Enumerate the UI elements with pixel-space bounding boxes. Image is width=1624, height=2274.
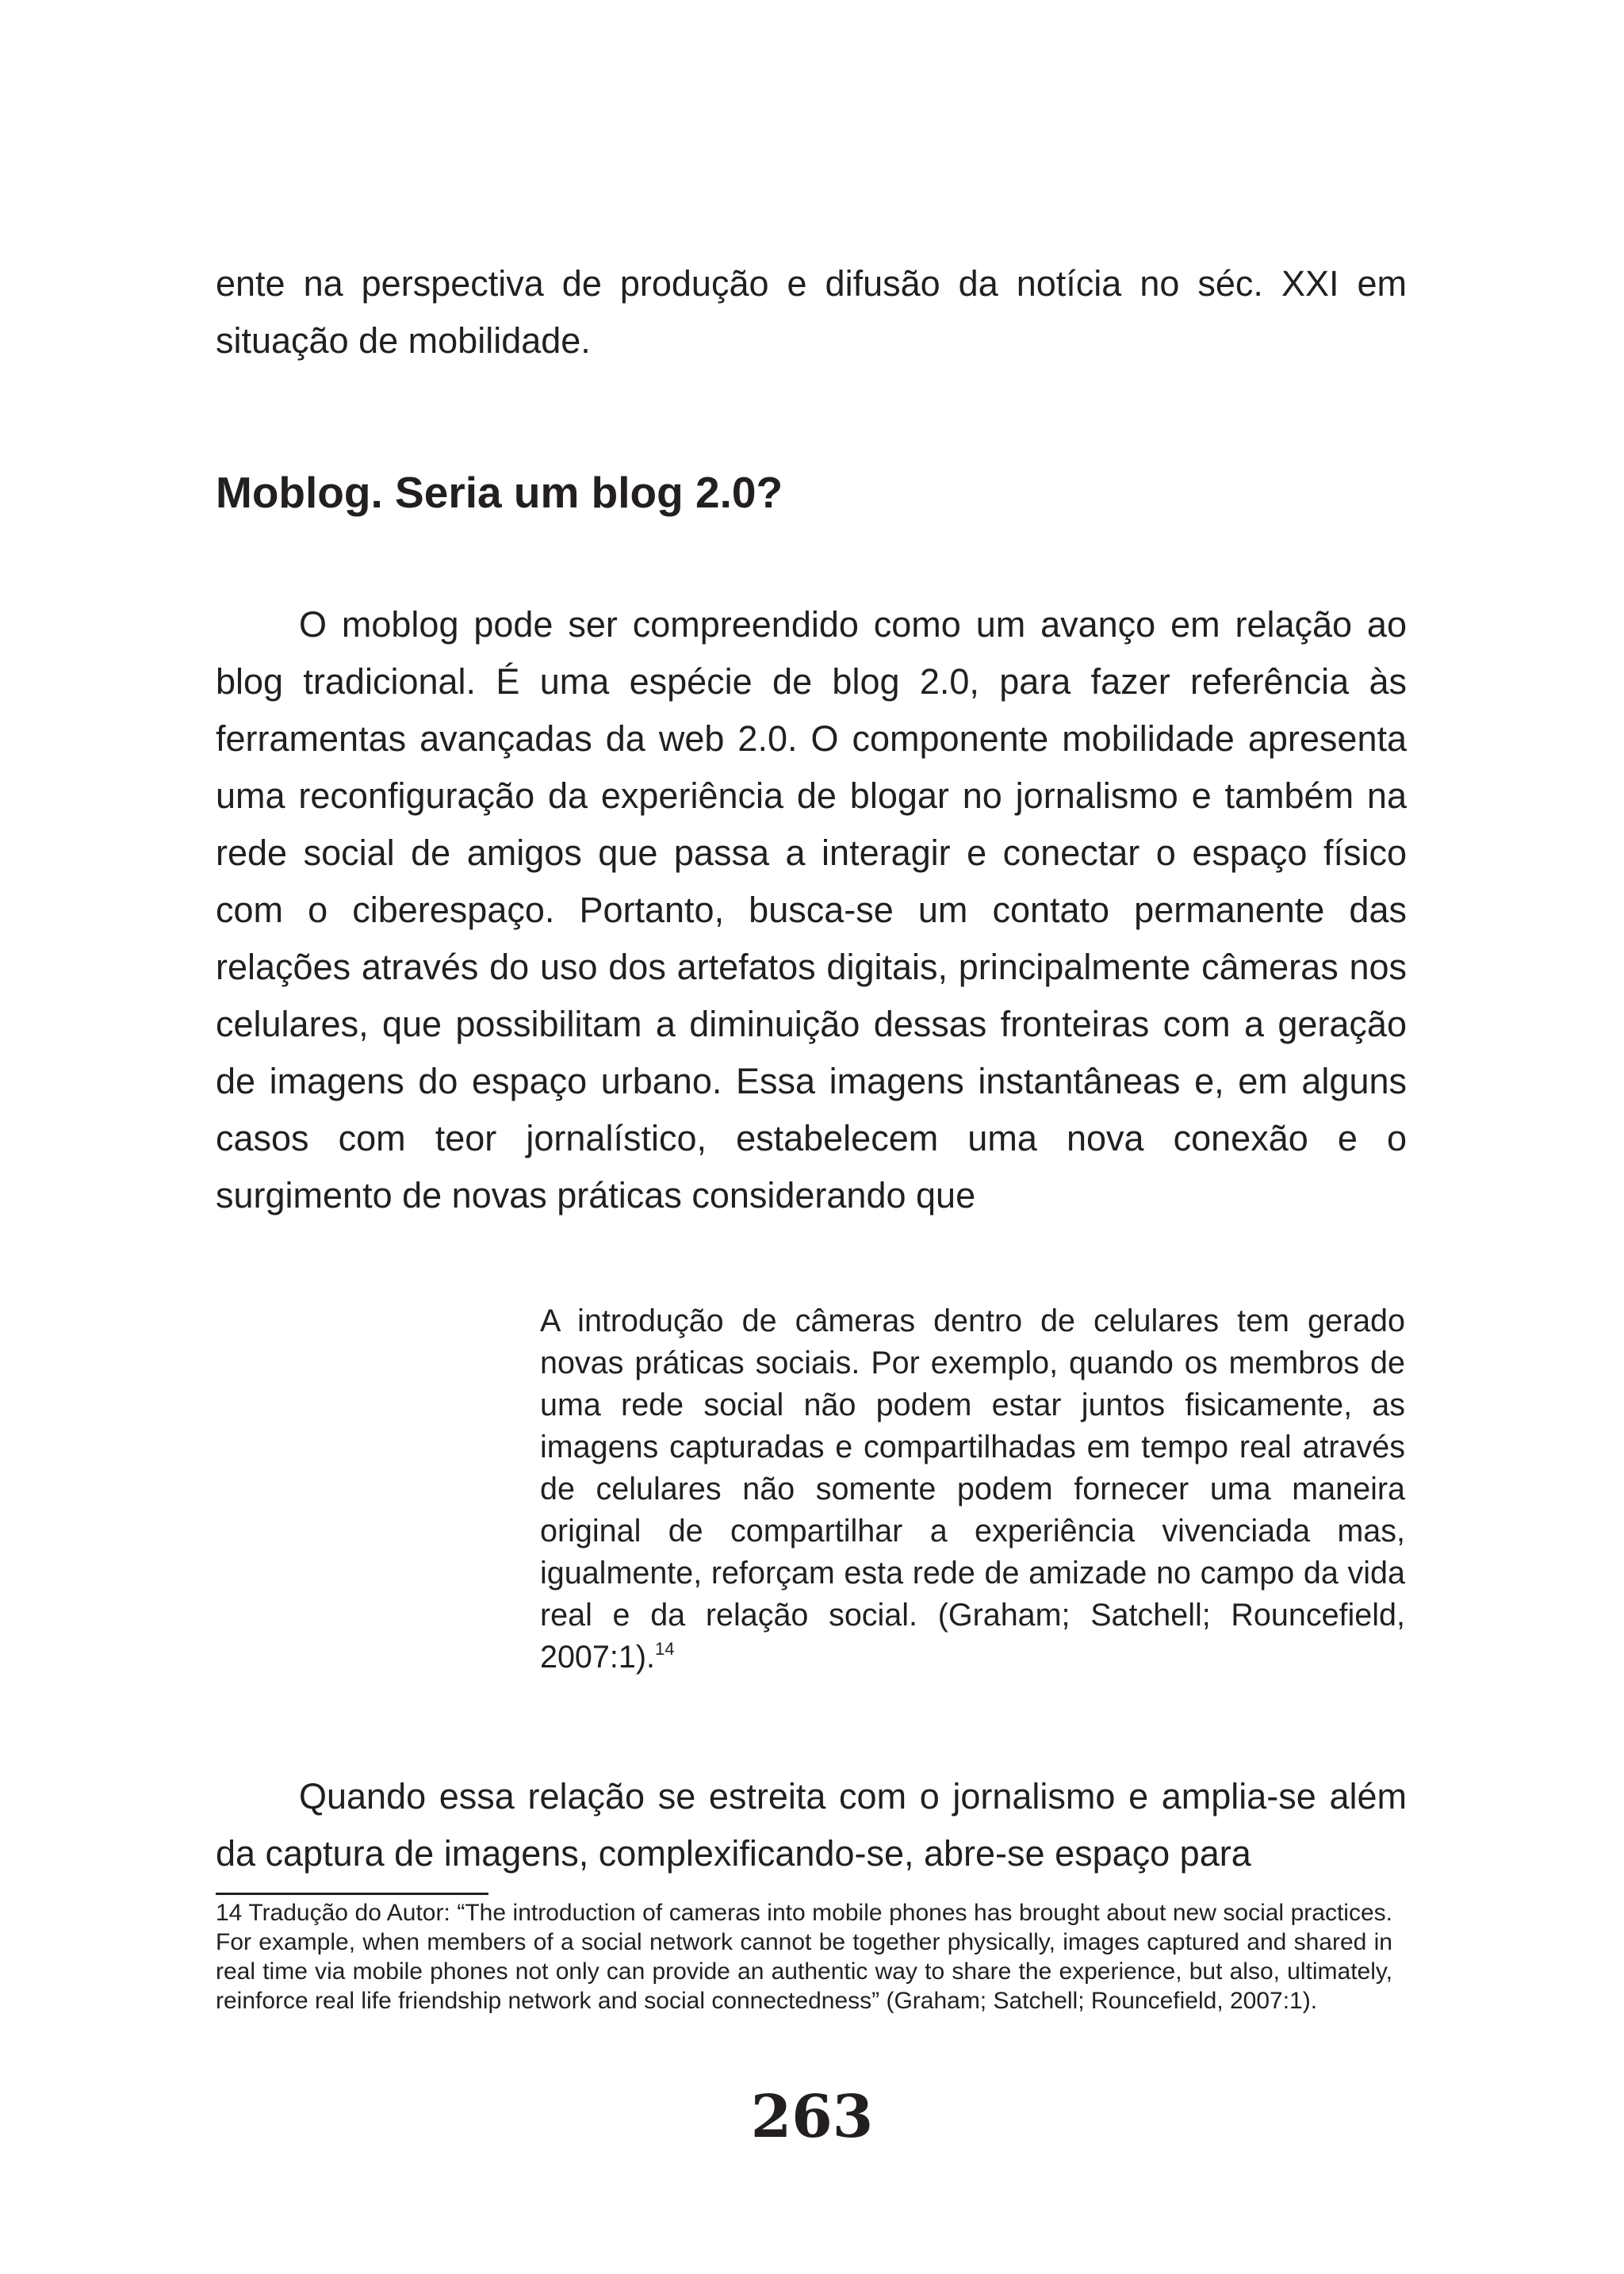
body-paragraph: O moblog pode ser compreendido como um avanço em relação ao blog tradicional. É uma espécie de blog 2.0, para fazer referência às ferramentas avançadas da web 2.0. O componente mobilidade apresenta uma reconfiguração da experiência de blogar no jornalismo e também na rede social de amigos que passa a interagir e conectar o espaço físico com o ciberespaço. Portanto, busca-se um contato permanente das relações através do uso dos artefatos digitais, principalmente câmeras nos celulares, que possibilitam a diminuição dessas fronteiras com a geração de imagens do espaço urbano. Essa imagens instantâneas e, em alguns casos com teor jornalístico, estabelecem uma nova conexão e o surgimento de novas práticas considerando que <box>216 604 1407 1215</box>
block-quote <box>540 1300 1405 1679</box>
closing-paragraph: Quando essa relação se estreita com o jornalismo e amplia-se além da captura de imagens, complexificando-se, abre-se espaço para <box>216 1776 1407 1874</box>
page-number: 263 <box>750 2083 874 2151</box>
footnote-reference: 14 <box>654 1639 675 1659</box>
footnote-separator <box>216 1893 488 1895</box>
continuation-paragraph: ente na perspectiva de produção e difusão da notícia no séc. XXI em situação de mobilidade. <box>216 263 1407 361</box>
quote-text: A introdução de câmeras dentro de celulares tem gerado novas práticas sociais. Por exemplo, quando os membros de uma rede social não podem estar juntos fisicamente, as imagens capturadas e compartilhadas em tempo real através de celulares não somente podem fornecer uma maneira original de compartilhar a experiência vivenciada mas, igualmente, reforçam esta rede de amizade no campo da vida real e da relação social. (Graham; Satchell; Rouncefield, 2007:1). <box>540 1304 1405 1675</box>
footnote: 14 Tradução do Autor: “The introduction of cameras into mobile phones has brought about new social practices. For example, when members of a social network cannot be together physically, images captured and shared in real time via mobile phones not only can provide an authentic way to share the experience, but also, ultimately, reinforce real life friendship network and social connectedness” (Graham; Satchell; Rouncefield, 2007:1). <box>216 1900 1392 2014</box>
section-heading: Moblog. Seria um blog 2.0? <box>216 468 783 517</box>
